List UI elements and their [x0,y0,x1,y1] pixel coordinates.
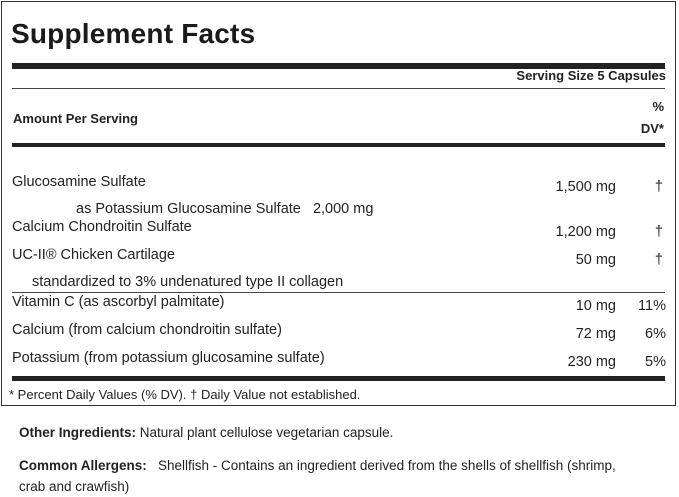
footnote: * Percent Daily Values (% DV). † Daily Value not established. [9,387,361,402]
nutrient-amount: 10 mg [575,298,616,314]
nutrient-amount: 1,200 mg [555,224,616,240]
supplement-facts-panel [1,1,676,406]
nutrient-amount: 50 mg [575,252,616,268]
nutrient-name: Vitamin C (as ascorbyl palmitate) [12,294,225,310]
other-ingredients-label: Other Ingredients: [19,425,137,440]
dv-header-dv: DV* [640,121,664,136]
nutrient-name: UC-II® Chicken Cartilage [12,247,175,263]
allergens-label: Common Allergens: [19,458,147,473]
nutrient-amount: 230 mg [567,354,616,370]
nutrient-source: as Potassium Glucosamine Sulfate 2,000 mg [76,201,374,217]
nutrient-amount: 1,500 mg [555,179,616,195]
nutrient-dv: † [654,224,663,240]
nutrient-dv: 11% [638,298,666,314]
thick-divider-header [12,143,665,147]
nutrient-dv: 5% [645,354,666,370]
divider-serving [12,88,665,89]
nutrient-name: Glucosamine Sulfate [12,174,146,190]
nutrient-name: Calcium (from calcium chondroitin sulfate) [12,322,282,338]
common-allergens [19,458,616,473]
other-ingredients [19,425,393,440]
other-ingredients-text: Natural plant cellulose vegetarian capsule. [136,425,394,440]
serving-size: Serving Size 5 Capsules [516,68,666,83]
thick-divider-bottom [12,376,665,381]
nutrient-amount: 72 mg [575,326,616,342]
panel-title: Supplement Facts [11,18,256,49]
nutrient-source: standardized to 3% undenatured type II collagen [32,274,344,290]
allergens-text: Shellfish - Contains an ingredient derived from the shells of shellfish (shrimp, [146,458,616,473]
nutrient-name: Potassium (from potassium glucosamine sulfate) [12,350,325,366]
dv-header-percent: % [652,99,664,114]
nutrient-dv: 6% [645,326,666,342]
amount-per-serving-header: Amount Per Serving [13,111,138,126]
nutrient-name: Calcium Chondroitin Sulfate [12,219,192,235]
divider-vitamins [12,292,665,293]
nutrient-dv: † [654,252,663,268]
allergens-text-continued: crab and crawfish) [19,479,130,494]
nutrient-dv: † [654,179,663,195]
